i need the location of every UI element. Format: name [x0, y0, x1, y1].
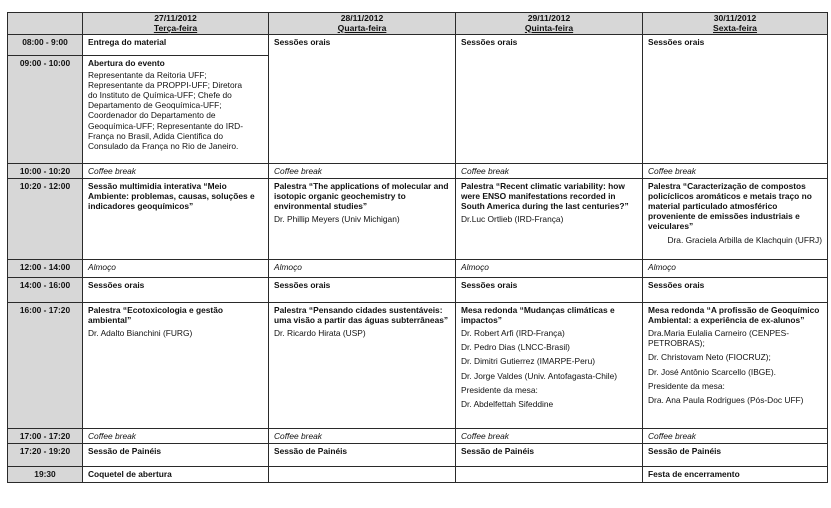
time-cell: 08:00 - 9:00 [8, 35, 83, 56]
header-day-4 [643, 13, 828, 35]
table-row [8, 303, 828, 429]
session-title: Mesa redonda “A profissão de Geoquímico Ambiental: a experiência de ex-alunos” [648, 305, 820, 326]
session-title: Coquetel de abertura [88, 469, 172, 480]
list-item: Dr. Dimitri Gutierrez (IMARPE-Peru) [461, 356, 596, 367]
table-row [8, 164, 828, 179]
list-item: Dra. Ana Paula Rodrigues (Pós-Doc UFF) [648, 394, 804, 405]
table-row [8, 35, 828, 56]
session-cell [269, 179, 456, 260]
session-cell: Coffee break [269, 164, 456, 179]
list-item: Geoquímica-UFF; Representante do IRD- [88, 120, 243, 131]
session-title: Sessões orais [648, 280, 705, 291]
list-item: França no Brasil, Adida Cientifica do [88, 130, 224, 141]
session-cell [456, 278, 643, 303]
session-cell [456, 467, 643, 483]
speaker-name: Dra. Graciela Arbilla de Klachquin (UFRJ) [667, 234, 822, 245]
time-cell: 09:00 - 10:00 [8, 56, 83, 164]
time-cell: 17:20 - 19:20 [8, 444, 83, 467]
session-cell: Coffee break [83, 164, 269, 179]
panel-members [461, 328, 637, 409]
time-cell: 16:00 - 17:20 [8, 303, 83, 429]
session-cell [83, 444, 269, 467]
session-cell [269, 278, 456, 303]
session-cell [643, 179, 828, 260]
session-title: Abertura do evento [88, 58, 165, 68]
speaker-name: Dr. Phillip Meyers (Univ Michigan) [274, 214, 400, 225]
list-item: Representante da Reitoria UFF; [88, 70, 207, 81]
session-title: Palestra “Ecotoxicologia e gestão ambiental” [88, 305, 223, 326]
list-item: Presidente da mesa: [648, 380, 725, 391]
session-cell [83, 467, 269, 483]
session-cell [643, 467, 828, 483]
session-title: Sessões orais [648, 37, 705, 47]
list-item: Coordenador do Departamento de [88, 110, 216, 121]
list-item: Departamento de Geoquímica-UFF; [88, 100, 222, 111]
header-weekday: Sexta-feira [713, 22, 757, 33]
time-cell: 10:20 - 12:00 [8, 179, 83, 260]
session-cell [83, 179, 269, 260]
session-cell [269, 303, 456, 429]
session-cell [456, 35, 643, 164]
header-date: 29/11/2012 [527, 13, 571, 23]
list-item: Dr. Pedro Dias (LNCC-Brasil) [461, 342, 570, 353]
table-row [8, 429, 828, 444]
time-cell: 17:00 - 17:20 [8, 429, 83, 444]
session-title: Palestra “Recent climatic variability: how were ENSO manifestations recorded in South America during the last centuries?” [461, 181, 629, 212]
header-date: 30/11/2012 [713, 13, 757, 23]
session-cell [456, 179, 643, 260]
session-cell: Almoço [456, 260, 643, 278]
session-title: Festa de encerramento [648, 469, 740, 480]
session-cell: Coffee break [83, 429, 269, 444]
session-cell [83, 303, 269, 429]
time-cell: 14:00 - 16:00 [8, 278, 83, 303]
header-date: 27/11/2012 [154, 13, 197, 23]
session-title: Sessões orais [274, 280, 331, 291]
session-title: Sessões orais [461, 280, 518, 291]
session-cell: Coffee break [643, 164, 828, 179]
session-cell [643, 35, 828, 164]
session-cell: Almoço [83, 260, 269, 278]
session-cell [83, 278, 269, 303]
table-row [8, 467, 828, 483]
list-item: Dr. José Antônio Scarcello (IBGE). [648, 366, 777, 377]
session-title: Sessões orais [274, 37, 331, 47]
list-item: Dr. Jorge Valdes (Univ. Antofagasta-Chile) [461, 370, 618, 381]
time-cell: 10:00 - 10:20 [8, 164, 83, 179]
session-cell [643, 303, 828, 429]
session-cell: Coffee break [269, 429, 456, 444]
session-title: Entrega do material [88, 37, 167, 47]
session-cell [269, 35, 456, 164]
list-item: Representante da PROPPI-UFF; Diretora [88, 80, 243, 91]
header-day-1 [83, 13, 269, 35]
attendee-list [88, 70, 263, 151]
list-item: Presidente da mesa: [461, 384, 538, 395]
session-title: Palestra “The applications of molecular and isotopic organic geochemistry to environmental studies” [274, 181, 449, 212]
session-cell: Coffee break [456, 429, 643, 444]
session-title: Mesa redonda “Mudanças climáticas e impactos” [461, 305, 615, 326]
session-title: Sessão de Painéis [88, 446, 162, 457]
session-cell [456, 303, 643, 429]
session-cell [456, 444, 643, 467]
time-cell: 19:30 [8, 467, 83, 483]
session-title: Sessões orais [88, 280, 145, 291]
session-cell [83, 56, 269, 164]
session-cell [643, 278, 828, 303]
header-date: 28/11/2012 [340, 13, 384, 23]
header-day-3 [456, 13, 643, 35]
header-day-2 [269, 13, 456, 35]
session-cell [269, 467, 456, 483]
session-title: Sessão de Painéis [648, 446, 722, 457]
session-title: Palestra “Pensando cidades sustentáveis: uma visão a partir das águas subterrâneas” [274, 305, 449, 326]
session-cell: Almoço [643, 260, 828, 278]
session-title: Palestra “Caracterização de compostos policíclicos aromáticos e metais traço no material particulado atmosférico proveniente de emissões industriais e veiculares” [648, 181, 812, 232]
table-row [8, 278, 828, 303]
header-corner [8, 13, 83, 35]
time-cell: 12:00 - 14:00 [8, 260, 83, 278]
speaker-name: Dr. Ricardo Hirata (USP) [274, 328, 366, 339]
list-item: Dra.Maria Eulalia Carneiro (CENPES-PETROBRAS); [648, 328, 790, 349]
header-weekday: Quarta-feira [337, 22, 387, 33]
list-item: Dr. Robert Arfi (IRD-França) [461, 328, 565, 339]
schedule-table [7, 12, 828, 483]
session-title: Sessão de Painéis [461, 446, 535, 457]
panel-members [648, 328, 822, 405]
session-cell: Coffee break [643, 429, 828, 444]
session-title: Sessões orais [461, 37, 518, 47]
table-row [8, 444, 828, 467]
header-row [8, 13, 828, 35]
session-cell [643, 444, 828, 467]
table-row [8, 260, 828, 278]
session-cell: Coffee break [456, 164, 643, 179]
table-row [8, 179, 828, 260]
session-title: Sessão multimidia interativa “Meio Ambiente: problemas, causas, soluções e indicadores geoquímicos” [88, 181, 255, 212]
list-item: Consulado da França no Rio de Janeiro. [88, 140, 239, 151]
speaker-name: Dr.Luc Ortlieb (IRD-França) [461, 214, 564, 225]
session-title: Sessão de Painéis [274, 446, 348, 457]
session-cell [269, 444, 456, 467]
header-weekday: Quinta-feira [524, 22, 574, 33]
list-item: Dr. Christovam Neto (FIOCRUZ); [648, 352, 771, 363]
list-item: do Instituto de Química-UFF; Chefe do [88, 90, 232, 101]
session-cell: Almoço [269, 260, 456, 278]
header-weekday: Terça-feira [153, 22, 198, 33]
session-cell [83, 35, 269, 56]
list-item: Dr. Abdelfettah Sifeddine [461, 398, 554, 409]
speaker-name: Dr. Adalto Bianchini (FURG) [88, 328, 193, 339]
